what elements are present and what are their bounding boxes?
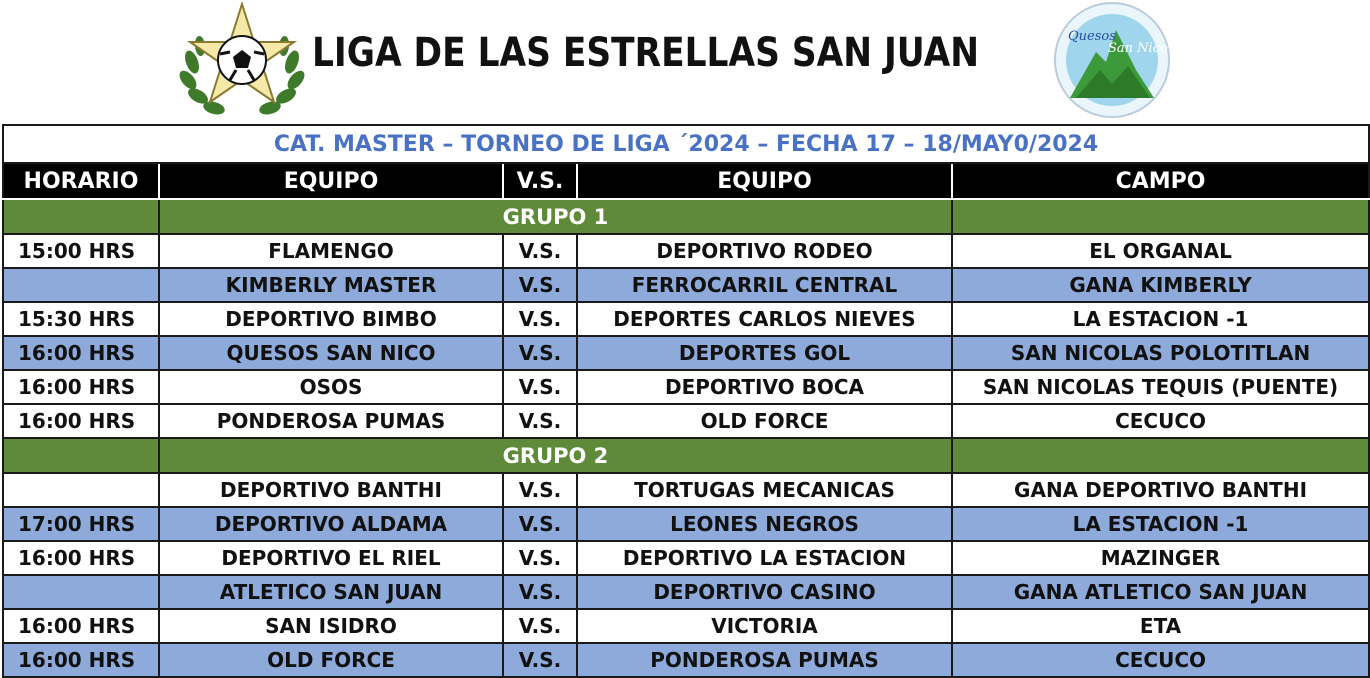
versus-label: V.S. xyxy=(503,507,577,541)
match-time xyxy=(3,473,159,507)
table-row xyxy=(3,575,1369,609)
match-field: GANA ATLETICO SAN JUAN xyxy=(952,575,1369,609)
away-team: FERROCARRIL CENTRAL xyxy=(577,268,952,302)
versus-label: V.S. xyxy=(503,643,577,677)
match-field: SAN NICOLAS POLOTITLAN xyxy=(952,336,1369,370)
svg-text:Quesos: Quesos xyxy=(1068,29,1116,44)
match-time: 16:00 HRS xyxy=(3,541,159,575)
table-row xyxy=(3,643,1369,677)
away-team: PONDEROSA PUMAS xyxy=(577,643,952,677)
column-header-horario: HORARIO xyxy=(3,163,159,199)
home-team: ATLETICO SAN JUAN xyxy=(159,575,503,609)
versus-label: V.S. xyxy=(503,404,577,438)
home-team: OLD FORCE xyxy=(159,643,503,677)
match-field: SAN NICOLAS TEQUIS (PUENTE) xyxy=(952,370,1369,404)
table-header-row xyxy=(3,163,1369,199)
match-time xyxy=(3,575,159,609)
away-team: DEPORTIVO RODEO xyxy=(577,234,952,268)
group-cell-empty xyxy=(3,438,159,473)
table-row xyxy=(3,370,1369,404)
away-team: OLD FORCE xyxy=(577,404,952,438)
match-field: GANA DEPORTIVO BANTHI xyxy=(952,473,1369,507)
table-row xyxy=(3,609,1369,643)
home-team: PONDEROSA PUMAS xyxy=(159,404,503,438)
home-team: QUESOS SAN NICO xyxy=(159,336,503,370)
match-time: 16:00 HRS xyxy=(3,404,159,438)
match-time: 15:30 HRS xyxy=(3,302,159,336)
versus-label: V.S. xyxy=(503,541,577,575)
away-team: DEPORTIVO LA ESTACION xyxy=(577,541,952,575)
group-label: GRUPO 2 xyxy=(159,438,952,473)
table-caption-row xyxy=(3,125,1369,163)
column-header-equipo-away: EQUIPO xyxy=(577,163,952,199)
away-team: DEPORTIVO BOCA xyxy=(577,370,952,404)
home-team: DEPORTIVO ALDAMA xyxy=(159,507,503,541)
table-row xyxy=(3,268,1369,302)
match-field: CECUCO xyxy=(952,404,1369,438)
group-cell-empty xyxy=(952,199,1369,234)
home-team: SAN ISIDRO xyxy=(159,609,503,643)
match-field: ETA xyxy=(952,609,1369,643)
home-team: KIMBERLY MASTER xyxy=(159,268,503,302)
schedule-table xyxy=(2,124,1370,678)
match-time xyxy=(3,268,159,302)
home-team: DEPORTIVO BIMBO xyxy=(159,302,503,336)
match-field: LA ESTACION -1 xyxy=(952,507,1369,541)
match-field: EL ORGANAL xyxy=(952,234,1369,268)
page-header xyxy=(0,0,1370,122)
table-row xyxy=(3,404,1369,438)
match-field: MAZINGER xyxy=(952,541,1369,575)
match-time: 16:00 HRS xyxy=(3,336,159,370)
group-row xyxy=(3,199,1369,234)
league-logo-icon xyxy=(178,2,306,118)
match-time: 15:00 HRS xyxy=(3,234,159,268)
group-cell-empty xyxy=(3,199,159,234)
versus-label: V.S. xyxy=(503,302,577,336)
table-row xyxy=(3,234,1369,268)
table-row xyxy=(3,507,1369,541)
match-field: CECUCO xyxy=(952,643,1369,677)
away-team: LEONES NEGROS xyxy=(577,507,952,541)
svg-text:San Nico: San Nico xyxy=(1108,41,1168,56)
table-row xyxy=(3,336,1369,370)
match-field: GANA KIMBERLY xyxy=(952,268,1369,302)
group-row xyxy=(3,438,1369,473)
away-team: DEPORTIVO CASINO xyxy=(577,575,952,609)
versus-label: V.S. xyxy=(503,336,577,370)
versus-label: V.S. xyxy=(503,473,577,507)
sponsor-logo-icon xyxy=(1052,0,1172,120)
match-time: 16:00 HRS xyxy=(3,370,159,404)
table-row xyxy=(3,302,1369,336)
group-label: GRUPO 1 xyxy=(159,199,952,234)
away-team: VICTORIA xyxy=(577,609,952,643)
league-title: LIGA DE LAS ESTRELLAS SAN JUAN xyxy=(312,30,980,76)
match-time: 16:00 HRS xyxy=(3,643,159,677)
group-cell-empty xyxy=(952,438,1369,473)
away-team: DEPORTES CARLOS NIEVES xyxy=(577,302,952,336)
away-team: DEPORTES GOL xyxy=(577,336,952,370)
match-field: LA ESTACION -1 xyxy=(952,302,1369,336)
home-team: DEPORTIVO BANTHI xyxy=(159,473,503,507)
home-team: OSOS xyxy=(159,370,503,404)
match-time: 17:00 HRS xyxy=(3,507,159,541)
away-team: TORTUGAS MECANICAS xyxy=(577,473,952,507)
column-header-campo: CAMPO xyxy=(952,163,1369,199)
versus-label: V.S. xyxy=(503,234,577,268)
table-row xyxy=(3,541,1369,575)
home-team: DEPORTIVO EL RIEL xyxy=(159,541,503,575)
column-header-vs: V.S. xyxy=(503,163,577,199)
versus-label: V.S. xyxy=(503,609,577,643)
table-caption: CAT. MASTER – TORNEO DE LIGA ´2024 – FECHA 17 – 18/MAY0/2024 xyxy=(3,125,1369,163)
versus-label: V.S. xyxy=(503,370,577,404)
versus-label: V.S. xyxy=(503,575,577,609)
versus-label: V.S. xyxy=(503,268,577,302)
column-header-equipo-home: EQUIPO xyxy=(159,163,503,199)
home-team: FLAMENGO xyxy=(159,234,503,268)
table-row xyxy=(3,473,1369,507)
match-time: 16:00 HRS xyxy=(3,609,159,643)
